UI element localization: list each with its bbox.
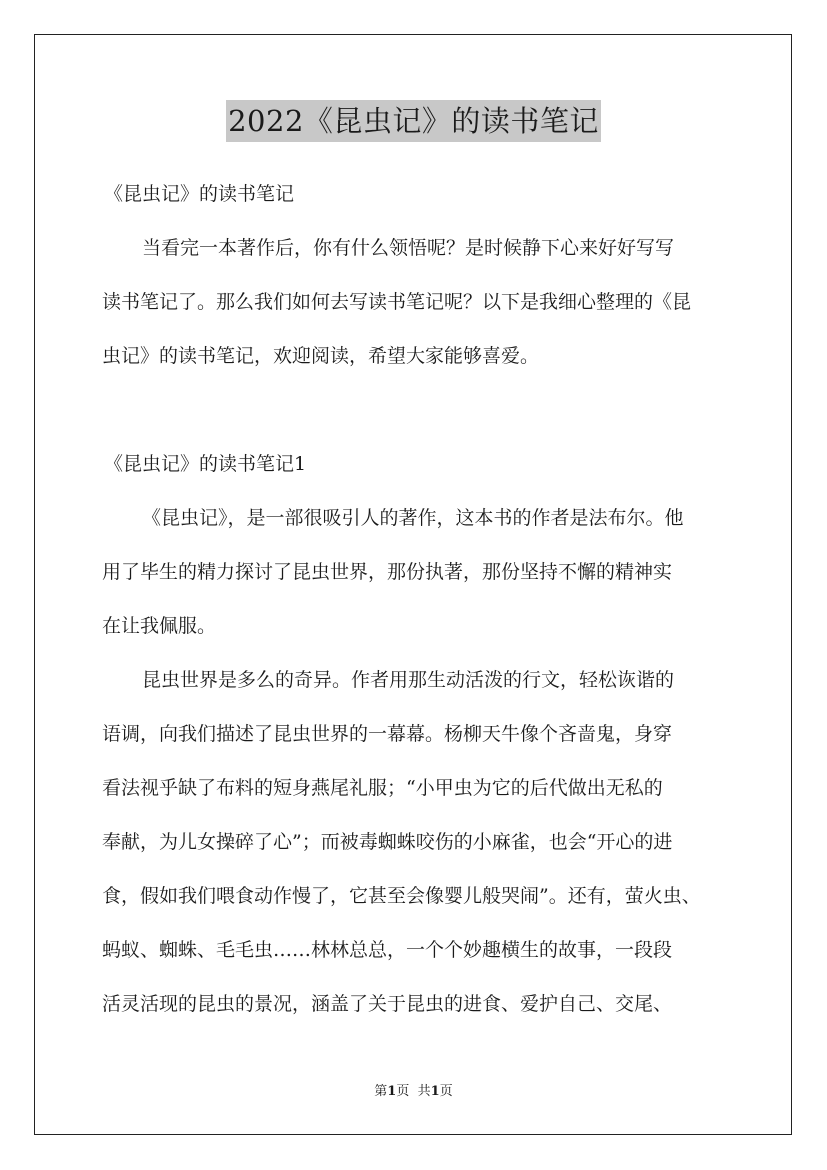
para2-line-2: 语调，向我们描述了昆虫世界的一幕幕。杨柳天牛像个吝啬鬼，身穿 [102, 723, 673, 745]
para2-line-4: 奉献，为儿女操碎了心”；而被毒蜘蛛咬伤的小麻雀，也会“开心的进 [102, 831, 673, 853]
para2-line-1: 昆虫世界是多么的奇异。作者用那生动活泼的行文，轻松诙谐的 [142, 669, 675, 691]
page-suffix: 页 [396, 1084, 410, 1099]
para2-line-7: 活灵活现的昆虫的景况，涵盖了关于昆虫的进食、爱护自己、交尾、 [102, 993, 673, 1015]
total-suffix: 页 [439, 1084, 453, 1099]
para1-line-3: 在让我佩服。 [102, 615, 217, 637]
intro-line-3: 虫记》的读书笔记，欢迎阅读，希望大家能够喜爱。 [102, 345, 540, 367]
heading-1: 《昆虫记》的读书笔记 [104, 183, 295, 205]
heading-2: 《昆虫记》的读书笔记1 [104, 453, 307, 475]
total-prefix: 共 [417, 1084, 431, 1099]
para2-line-5: 食，假如我们喂食动作慢了，它甚至会像婴儿般哭闹”。还有，萤火虫、 [102, 885, 701, 907]
total-pages: 1 [430, 1084, 440, 1099]
para2-line-3: 看法视乎缺了布料的短身燕尾礼服；“小甲虫为它的后代做出无私的 [102, 777, 663, 799]
intro-line-1: 当看完一本著作后，你有什么领悟呢？是时候静下心来好好写写 [142, 237, 675, 259]
title-container [0, 100, 827, 142]
page-number: 1 [387, 1084, 397, 1099]
intro-line-2: 读书笔记了。那么我们如何去写读书笔记呢？以下是我细心整理的《昆 [102, 291, 692, 313]
para1-line-1: 《昆虫记》，是一部很吸引人的著作，这本书的作者是法布尔。他 [142, 507, 684, 529]
para2-line-6: 蚂蚁、蜘蛛、毛毛虫……林林总总，一个个妙趣横生的故事，一段段 [102, 939, 673, 961]
document-title: 2022《昆虫记》的读书笔记 [226, 100, 601, 142]
page-footer [0, 1083, 827, 1101]
page-prefix: 第 [374, 1084, 388, 1099]
para1-line-2: 用了毕生的精力探讨了昆虫世界，那份执著，那份坚持不懈的精神实 [102, 561, 673, 583]
